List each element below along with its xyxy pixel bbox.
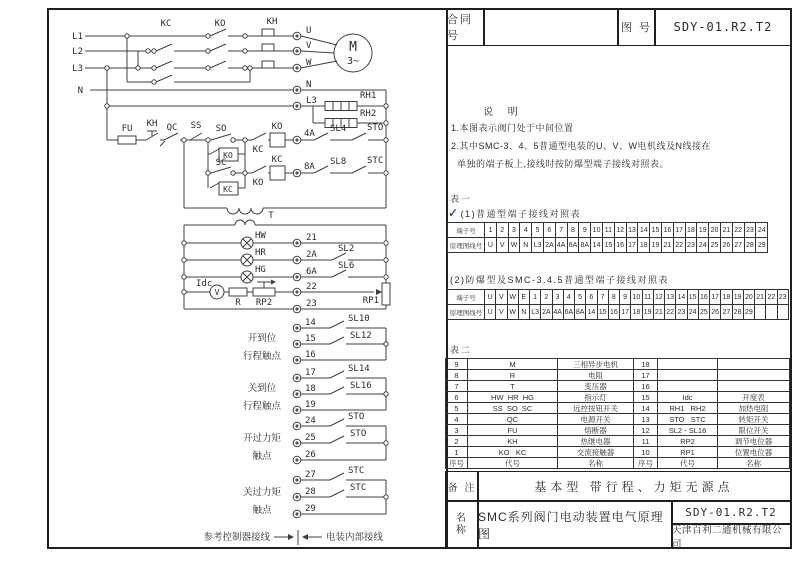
label-sl6: SL6 xyxy=(338,261,355,271)
label-kh-bank: KH xyxy=(266,17,278,27)
table-cell: 名称 xyxy=(558,458,634,469)
label-sl12: SL12 xyxy=(350,331,372,341)
table-cell: 20 xyxy=(709,223,721,238)
company-name: 天津百利二通机械有限公司 xyxy=(671,523,791,549)
table-cell: 13 xyxy=(627,223,639,238)
terminal-19-label: 19 xyxy=(305,400,316,410)
table-cell: T xyxy=(468,381,558,392)
table-row xyxy=(446,414,790,425)
table-cell: 23 xyxy=(778,290,789,305)
table-cell: 18 xyxy=(721,290,732,305)
table-cell: 6 xyxy=(446,392,468,403)
label-kc-nc: KC xyxy=(252,145,264,155)
table-cell: 8 xyxy=(609,290,620,305)
table-cell: 19 xyxy=(650,238,662,253)
table-cell: 28 xyxy=(745,238,757,253)
label-sl8: SL8 xyxy=(330,157,347,167)
table-cell: 开度表 xyxy=(718,392,790,403)
table-cell: 11 xyxy=(643,290,654,305)
table-cell: N xyxy=(520,238,532,253)
table-cell: 8 xyxy=(446,370,468,381)
table-cell: 15 xyxy=(634,392,658,403)
table-cell: R xyxy=(468,370,558,381)
table-cell: 17 xyxy=(627,238,639,253)
remark-value: 基本型 带行程、力矩无源点 xyxy=(477,471,791,502)
table-cell: 17 xyxy=(620,305,631,320)
table-cell: 23 xyxy=(676,305,687,320)
table-cell: 19 xyxy=(733,290,744,305)
table-cell: 29 xyxy=(756,238,768,253)
table-cell: 6 xyxy=(544,223,556,238)
label-stc-b: STC xyxy=(350,483,367,493)
label-so: SO xyxy=(215,124,227,134)
table-cell: 三相异步电机 xyxy=(558,359,634,370)
legend-left: 参考控制器接线 xyxy=(203,532,270,543)
table-cell xyxy=(718,359,790,370)
table-cell: 24 xyxy=(688,305,699,320)
terminal-27-label: 27 xyxy=(305,470,316,480)
label-sl14: SL14 xyxy=(348,364,370,374)
table-cell: N xyxy=(519,305,530,320)
table1-subtitle: ✓(1)普通型端子接线对照表 xyxy=(448,206,582,220)
table-cell: 1 xyxy=(530,290,541,305)
label-qc: QC xyxy=(166,123,178,133)
table-cell: 4 xyxy=(446,414,468,425)
label-sl2: SL2 xyxy=(338,244,355,254)
label-kc-bank: KC xyxy=(160,19,172,29)
group2-line1: 关到位 xyxy=(247,383,277,394)
label-voltmeter: V xyxy=(214,288,220,297)
table-cell xyxy=(658,381,718,392)
table-cell: 3 xyxy=(553,290,564,305)
table-cell: E xyxy=(519,290,530,305)
table-cell: 16 xyxy=(662,223,674,238)
table-cell: 名称 xyxy=(718,458,790,469)
table-cell: 13 xyxy=(665,290,676,305)
table-row xyxy=(448,305,789,320)
table-cell: 4 xyxy=(564,290,575,305)
table-cell: V xyxy=(497,238,509,253)
terminal-22-label: 22 xyxy=(306,282,317,292)
table-cell: 调节电位器 xyxy=(718,436,790,447)
label-r: R xyxy=(235,298,241,308)
drawing-title: SMC系列阀门电动装置电气原理图 xyxy=(477,500,673,549)
table-cell: 17 xyxy=(710,290,721,305)
table-cell: 14 xyxy=(638,223,650,238)
table-cell: 25 xyxy=(699,305,710,320)
terminal-25-label: 25 xyxy=(305,433,316,443)
table-cell: 29 xyxy=(744,305,755,320)
table-cell: 24 xyxy=(697,238,709,253)
table-row xyxy=(448,223,768,238)
titleblock-drawing-no: SDY-01.R2.T2 xyxy=(671,500,791,525)
terminal-l3-label: L3 xyxy=(306,96,317,106)
label-l3: L3 xyxy=(72,64,83,74)
table-cell: 代号 xyxy=(468,458,558,469)
table-row xyxy=(446,447,790,458)
table-cell xyxy=(766,305,777,320)
table-cell: 2A xyxy=(544,238,556,253)
table-cell: 21 xyxy=(662,238,674,253)
table-cell: 7 xyxy=(446,381,468,392)
table-cell: 6A xyxy=(568,238,580,253)
table-cell: 14 xyxy=(591,238,603,253)
terminal-21-label: 21 xyxy=(306,233,317,243)
table-cell: 10 xyxy=(591,223,603,238)
table-cell: 2 xyxy=(497,223,509,238)
notes-title: 说 明 xyxy=(483,107,524,118)
table-cell xyxy=(755,305,766,320)
label-ko-hold: KO xyxy=(223,151,233,160)
name-label: 名 称 xyxy=(445,500,479,549)
table-cell: 21 xyxy=(755,290,766,305)
table-cell: 26 xyxy=(710,305,721,320)
table-cell: 6A xyxy=(564,305,575,320)
table-cell: 远控按钮开关 xyxy=(558,403,634,414)
table-row xyxy=(446,458,790,469)
table1-caption: 表一 xyxy=(450,194,473,204)
terminal-8a-label: 8A xyxy=(304,162,315,172)
table2-subtitle: (2)防爆型及SMC-3.4.5普通型端子接线对照表 xyxy=(450,275,670,285)
terminal-14-label: 14 xyxy=(305,318,316,328)
table-row xyxy=(448,238,768,253)
terminal-24-label: 24 xyxy=(305,416,316,426)
table-cell: 19 xyxy=(697,223,709,238)
label-rh1: RH1 xyxy=(360,91,377,101)
table-cell: 4 xyxy=(520,223,532,238)
table-cell: 22 xyxy=(674,238,686,253)
group4-line1: 关过力矩 xyxy=(242,487,282,498)
note-line-1: 1.本图表示阀门处于中间位置 xyxy=(451,123,574,133)
table-cell: 18 xyxy=(686,223,698,238)
table-cell: 4A xyxy=(553,305,564,320)
table-cell: 9 xyxy=(446,359,468,370)
table-cell: 2 xyxy=(446,436,468,447)
table-cell: 15 xyxy=(688,290,699,305)
group3-line2: 触点 xyxy=(252,451,272,462)
table-cell: 23 xyxy=(686,238,698,253)
table-cell: U xyxy=(485,290,496,305)
table-cell: 13 xyxy=(634,414,658,425)
table-cell: 15 xyxy=(598,305,609,320)
table-cell: 电阻 xyxy=(558,370,634,381)
table-cell: SL2 - SL16 xyxy=(658,425,718,436)
label-ko-nc: KO xyxy=(252,178,264,188)
terminal-26-label: 26 xyxy=(305,450,316,460)
table-cell: 加热电阻 xyxy=(718,403,790,414)
table-cell: 位置电位器 xyxy=(718,447,790,458)
label-ko-bank: KO xyxy=(214,19,226,29)
table-cell: 14 xyxy=(634,403,658,414)
table-cell: 代号 xyxy=(658,458,718,469)
label-kc-hold: KC xyxy=(223,185,233,194)
terminal-w-label: W xyxy=(306,58,312,68)
table-cell xyxy=(658,359,718,370)
drawing-no-label: 图 号 xyxy=(617,8,656,46)
motor-phase: 3~ xyxy=(346,56,360,67)
group1-line1: 开到位 xyxy=(247,333,277,344)
label-sl16: SL16 xyxy=(350,381,372,391)
label-l2: L2 xyxy=(72,47,83,57)
table-cell: RP1 xyxy=(658,447,718,458)
label-sto-a: STO xyxy=(348,412,365,422)
table-cell: 15 xyxy=(603,238,615,253)
table-cell: 16 xyxy=(699,290,710,305)
table-cell: 18 xyxy=(634,359,658,370)
table-cell: M xyxy=(468,359,558,370)
table-row xyxy=(446,425,790,436)
terminal-16-label: 16 xyxy=(305,350,316,360)
table-cell: 25 xyxy=(709,238,721,253)
table-cell: 9 xyxy=(620,290,631,305)
table-cell: 15 xyxy=(650,223,662,238)
table-cell: 21 xyxy=(654,305,665,320)
label-sto-r1: STO xyxy=(367,123,384,133)
table-cell: 8 xyxy=(568,223,580,238)
table-cell: QC xyxy=(468,414,558,425)
table-cell: 8A xyxy=(575,305,586,320)
table-cell: 原理图线号 xyxy=(448,305,485,320)
label-kh-ctl: KH xyxy=(146,119,158,129)
label-ss: SS xyxy=(190,121,202,131)
label-hw: HW xyxy=(255,231,266,241)
table-cell: V xyxy=(496,290,507,305)
table-cell: 12 xyxy=(615,223,627,238)
table3-caption: 表二 xyxy=(450,345,473,355)
label-kc-coil: KC xyxy=(271,155,283,165)
check-icon: ✓ xyxy=(448,206,460,220)
table-cell: 7 xyxy=(598,290,609,305)
table-cell: U xyxy=(485,238,497,253)
label-stc-a: STC xyxy=(348,466,365,476)
contract-no-label: 合同号 xyxy=(446,8,485,46)
table-cell xyxy=(778,305,789,320)
table-row xyxy=(448,290,789,305)
table-cell: 序号 xyxy=(446,458,468,469)
terminal-29-label: 29 xyxy=(305,504,316,514)
label-hg: HG xyxy=(255,265,266,275)
label-rh2: RH2 xyxy=(360,109,377,119)
table-cell: STO STC xyxy=(658,414,718,425)
table-cell: KH xyxy=(468,436,558,447)
table-cell: L3 xyxy=(532,238,544,253)
table-cell: RP2 xyxy=(658,436,718,447)
group2-line2: 行程触点 xyxy=(242,401,282,412)
terminal-v-label: V xyxy=(306,41,312,51)
table-cell: 6 xyxy=(586,290,597,305)
note-line-3: 单独的端子板上,接线时按防爆型端子接线对照表。 xyxy=(451,159,670,169)
table-cell: W xyxy=(508,305,519,320)
terminal-18-label: 18 xyxy=(305,384,316,394)
terminal-15-label: 15 xyxy=(305,334,316,344)
label-rp2: RP2 xyxy=(255,298,273,308)
group4-line2: 触点 xyxy=(252,505,272,516)
table-cell: 1 xyxy=(446,447,468,458)
label-sl4: SL4 xyxy=(330,124,347,134)
motor-letter: M xyxy=(349,40,357,55)
label-stc-r2: STC xyxy=(367,156,384,166)
table-cell: 22 xyxy=(733,223,745,238)
label-l1: L1 xyxy=(72,32,83,42)
table-cell: 22 xyxy=(766,290,777,305)
table-cell: 2A xyxy=(541,305,552,320)
table-cell: 4A xyxy=(556,238,568,253)
table-cell: 27 xyxy=(733,238,745,253)
table-cell: 熔断器 xyxy=(558,425,634,436)
table-cell: W xyxy=(508,290,519,305)
table-cell: 28 xyxy=(733,305,744,320)
table-row xyxy=(446,370,790,381)
label-n: N xyxy=(77,86,83,96)
terminal-28-label: 28 xyxy=(305,487,316,497)
terminal-2a-label: 2A xyxy=(306,250,317,260)
remark-label: 备 注 xyxy=(445,471,479,502)
table-cell: 序号 xyxy=(634,458,658,469)
label-fu: FU xyxy=(121,124,133,134)
component-legend-table xyxy=(445,358,790,469)
table-cell: 14 xyxy=(586,305,597,320)
table-cell: 16 xyxy=(615,238,627,253)
drawing-no-value: SDY-01.R2.T2 xyxy=(654,8,792,46)
table-cell: 3 xyxy=(509,223,521,238)
table-cell: 5 xyxy=(532,223,544,238)
table-cell: 转矩开关 xyxy=(718,414,790,425)
label-rp1: RP1 xyxy=(362,296,379,306)
label-transformer: T xyxy=(268,211,274,221)
table-cell: 电源开关 xyxy=(558,414,634,425)
note-line-2: 2.其中SMC-3、4、5普通型电装的U、V、W电机线及N线接在 xyxy=(451,141,712,151)
table-cell: 16 xyxy=(609,305,620,320)
table-cell: 23 xyxy=(745,223,757,238)
table-cell: 21 xyxy=(721,223,733,238)
table-row xyxy=(446,436,790,447)
table-cell: 5 xyxy=(575,290,586,305)
table-cell: 热继电器 xyxy=(558,436,634,447)
group1-line2: 行程触点 xyxy=(242,351,282,362)
table-cell: SS SO SC xyxy=(468,403,558,414)
table-cell: 11 xyxy=(634,436,658,447)
table-cell: 18 xyxy=(638,238,650,253)
table-cell: Idc xyxy=(658,392,718,403)
label-sl10: SL10 xyxy=(348,314,370,324)
legend-right: 电装内部接线 xyxy=(326,532,384,543)
table-cell: 11 xyxy=(603,223,615,238)
label-idc: Idc xyxy=(196,279,213,289)
table-cell: 20 xyxy=(744,290,755,305)
table-cell xyxy=(718,381,790,392)
table-cell: L3 xyxy=(530,305,541,320)
table-cell: 指示灯 xyxy=(558,392,634,403)
table-cell: 24 xyxy=(756,223,768,238)
terminal-table-explosion-proof xyxy=(447,289,789,320)
terminal-n-label: N xyxy=(306,80,312,90)
table-cell xyxy=(658,370,718,381)
table-cell: 端子号 xyxy=(448,223,485,238)
terminal-17-label: 17 xyxy=(305,368,316,378)
terminal-23-label: 23 xyxy=(306,299,317,309)
table-cell: 22 xyxy=(665,305,676,320)
table-cell xyxy=(718,370,790,381)
table-cell: 1 xyxy=(485,223,497,238)
table-cell: 10 xyxy=(631,290,642,305)
table-cell: 19 xyxy=(643,305,654,320)
table-cell: W xyxy=(509,238,521,253)
table-cell: 17 xyxy=(674,223,686,238)
group3-line1: 开过力矩 xyxy=(242,433,282,444)
table-cell: RH1 RH2 xyxy=(658,403,718,414)
table-cell: 27 xyxy=(721,305,732,320)
table-cell: 26 xyxy=(721,238,733,253)
table-cell: KO KC xyxy=(468,447,558,458)
table-cell: FU xyxy=(468,425,558,436)
table-cell: 7 xyxy=(556,223,568,238)
label-ko-coil: KO xyxy=(271,122,283,132)
table-cell: 9 xyxy=(579,223,591,238)
table-cell: 17 xyxy=(634,370,658,381)
table-cell: 16 xyxy=(634,381,658,392)
table-cell: 10 xyxy=(634,447,658,458)
table-cell: 交流接触器 xyxy=(558,447,634,458)
contract-no-value xyxy=(483,8,619,46)
table-row xyxy=(446,359,790,370)
label-sc: SC xyxy=(215,158,227,168)
table-row xyxy=(446,392,790,403)
table-cell: 18 xyxy=(631,305,642,320)
table-cell: 14 xyxy=(676,290,687,305)
table-cell: 限位开关 xyxy=(718,425,790,436)
table-cell: 2 xyxy=(541,290,552,305)
table-cell: U xyxy=(485,305,496,320)
table-cell: V xyxy=(496,305,507,320)
table-row xyxy=(446,381,790,392)
table-cell: 原理图线号 xyxy=(448,238,485,253)
terminal-4a-label: 4A xyxy=(304,129,315,139)
terminal-6a-label: 6A xyxy=(306,267,317,277)
terminal-u-label: U xyxy=(306,26,312,36)
table-cell: HW HR HG xyxy=(468,392,558,403)
table-cell: 3 xyxy=(446,425,468,436)
label-sto-b: STO xyxy=(350,429,367,439)
table-row xyxy=(446,403,790,414)
terminal-table-standard xyxy=(447,222,768,253)
label-hr: HR xyxy=(255,248,266,258)
table-cell: 5 xyxy=(446,403,468,414)
table-cell: 端子号 xyxy=(448,290,485,305)
table-cell: 变压器 xyxy=(558,381,634,392)
table-cell: 12 xyxy=(634,425,658,436)
table-cell: 12 xyxy=(654,290,665,305)
table-cell: 8A xyxy=(579,238,591,253)
